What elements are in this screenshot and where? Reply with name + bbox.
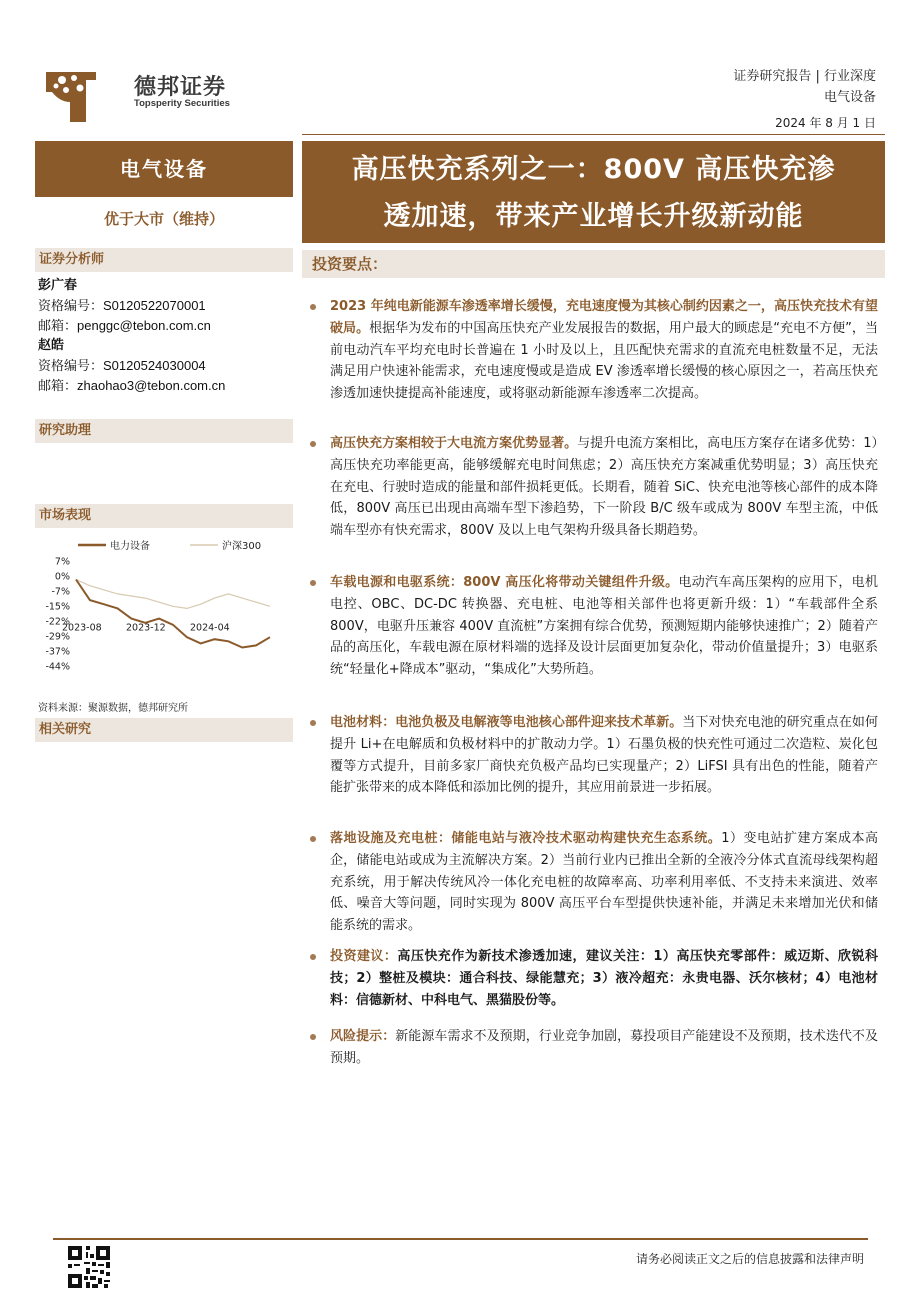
analyst-email[interactable]: 邮箱：zhaohao3@tebon.com.cn — [38, 378, 226, 393]
bullet-4 — [310, 712, 878, 799]
bullet-dot-icon — [310, 954, 316, 960]
analyst-name: 赵皓 — [38, 338, 65, 353]
market-performance-chart — [38, 536, 293, 686]
bullet-7 — [310, 1026, 878, 1070]
bullet-highlight: 风险提示： — [330, 1029, 396, 1044]
bullet-dot-icon — [310, 304, 316, 310]
analyst-section-head: 证券分析师 — [35, 248, 293, 272]
legend-label-power: 电力设备 — [110, 541, 150, 552]
analyst-cert: 资格编号：S0120522070001 — [38, 298, 206, 313]
bullet-text: 新能源车需求不及预期，行业竞争加剧，募投项目产能建设不及预期，技术迭代不及预期。 — [330, 1029, 878, 1066]
qr-code-icon[interactable] — [68, 1246, 110, 1288]
y-tick-label: -29% — [45, 631, 70, 643]
bullet-text: 高压快充作为新技术渗透加速，建议关注：1）高压快充零部件：威迈斯、欣锐科技；2）整桩及模块：通合科技、绿能慧充；3）液冷超充：永贵电器、沃尔核材；4）电池材料：信德新材、中科电气、黑猫股份等。 — [330, 949, 878, 1008]
analyst-1 — [38, 276, 211, 336]
footer-divider — [53, 1238, 868, 1240]
header-divider — [302, 134, 885, 135]
bullet-dot-icon — [310, 580, 316, 586]
report-type — [733, 66, 876, 108]
y-tick-label: 7% — [54, 556, 70, 568]
bullet-highlight: 投资建议： — [330, 949, 398, 964]
bullet-highlight: 2023 年纯电新能源车渗透率增长缓慢，充电速度慢为其核心制约因素之一，高压快充技术有望破局。 — [330, 299, 878, 336]
sector-label: 电气设备 — [35, 141, 293, 197]
y-tick-label: -7% — [51, 586, 70, 598]
bullet-6 — [310, 946, 878, 1011]
y-tick-label: 0% — [54, 571, 70, 583]
y-tick-label: -15% — [45, 601, 70, 613]
y-tick-label: -44% — [45, 661, 70, 673]
rating-label: 优于大市（维持） — [103, 210, 224, 228]
report-sector: 电气设备 — [823, 90, 876, 105]
chart-source: 资料来源：聚源数据，德邦研究所 — [38, 703, 188, 714]
market-section-head: 市场表现 — [35, 504, 293, 528]
bullet-dot-icon — [310, 836, 316, 842]
company-logo-icon — [42, 62, 100, 124]
title-line-2: 透加速，带来产业增长升级新动能 — [383, 201, 804, 232]
bullet-highlight: 落地设施及充电桩：储能电站与液冷技术驱动构建快充生态系统。 — [330, 831, 722, 846]
footer-disclaimer: 请务必阅读正文之后的信息披露和法律声明 — [635, 1252, 864, 1266]
bullet-3 — [310, 572, 878, 681]
title-line-1: 高压快充系列之一：800V 高压快充渗 — [351, 154, 836, 185]
bullet-text: 当下对快充电池的研究重点在如何提升 Li+在电解质和负极材料中的扩散动力学。1）石墨负极的快充性可通过二次造粒、炭化包覆等方式提升，目前多家厂商快充负极产品均已实现量产；2）LiFSI 具有出色的性能，随着产能扩张带来的成本降低和添加比例的提升，其应用前景进一步拓展。 — [330, 715, 878, 796]
bullet-2 — [310, 433, 878, 542]
bullet-dot-icon — [310, 441, 316, 447]
bullet-highlight: 电池材料：电池负极及电解液等电池核心部件迎来技术革新。 — [330, 715, 683, 730]
x-tick-label: 2023-08 — [62, 622, 102, 634]
analyst-name: 彭广春 — [38, 278, 78, 293]
report-date: 2024 年 8 月 1 日 — [775, 116, 876, 130]
analyst-2 — [38, 336, 225, 396]
bullet-highlight: 高压快充方案相较于大电流方案优势显著。 — [330, 436, 578, 451]
assistant-section-head: 研究助理 — [35, 419, 293, 443]
related-section-head: 相关研究 — [35, 718, 293, 742]
bullet-text: 电动汽车高压架构的应用下，电机电控、OBC、DC-DC 转换器、充电桩、电池等相关部件也将更新升级：1）“车载部件全系 800V，电驱升压兼容 400V 直流桩”方案拥有综合优势，预测短期内能够快速推广；2）随着产品的高压化，车载电源在原材料端的选择及设计层面更加复杂化，带动价值量提升；3）电驱系统“轻量化+降成本”驱动，“集成化”大势所趋。 — [330, 575, 878, 678]
analyst-cert: 资格编号：S0120524030004 — [38, 358, 206, 373]
report-type-label: 证券研究报告 | 行业深度 — [733, 69, 876, 84]
company-name-en: Topsperity Securities — [134, 98, 230, 109]
bullet-dot-icon — [310, 1034, 316, 1040]
x-tick-label: 2024-04 — [190, 622, 230, 634]
legend-label-hs300: 沪深300 — [222, 541, 262, 552]
bullet-text: 根据华为发布的中国高压快充产业发展报告的数据，用户最大的顾虑是“充电不方便”，当前电动汽车平均充电时长普遍在 1 小时及以上，且匹配快充需求的直流充电桩数量不足，无法满足用户快速补能需求，充电速度慢或是造成 EV 渗透率增长缓慢的核心原因之一，若高压快充渗透加速快捷提高补能速度，或将驱动新能源车渗透率二次提高。 — [330, 320, 878, 402]
x-tick-label: 2023-12 — [126, 622, 166, 634]
bullet-5 — [310, 828, 878, 937]
investment-head: 投资要点： — [302, 250, 885, 278]
y-tick-label: -22% — [45, 616, 70, 628]
bullet-1 — [310, 296, 878, 405]
analyst-email[interactable]: 邮箱：penggc@tebon.com.cn — [38, 318, 211, 333]
bullet-dot-icon — [310, 720, 316, 726]
report-title — [302, 141, 885, 243]
bullet-text: 1）变电站扩建方案成本高企，储能电站或成为主流解决方案。2）当前行业内已推出全新的全液冷分体式直流母线架构超充系统，用于解决传统风冷一体化充电桩的故障率高、功率利用率低、不支持未来演进、效率低、噪音大等问题，同时实现为 800V 高压平台车型提供快速补能，并满足未来增加光伏和储能系统的需求。 — [330, 831, 878, 934]
company-name-cn: 德邦证券 — [134, 75, 227, 100]
y-tick-label: -37% — [45, 646, 70, 658]
bullet-highlight: 车载电源和电驱系统：800V 高压化将带动关键组件升级。 — [330, 575, 679, 590]
bullet-text: 与提升电流方案相比，高电压方案存在诸多优势：1）高压快充功率能更高，能够缓解充电时间焦虑；2）高压快充方案减重优势明显；3）高压快充在充电、行驶时造成的能量和部件损耗更低。长期看，随着 SiC、快充电池等核心部件的成本降低，800V 高压已出现由高端车型下渗趋势，下一阶段 B/C 级车或成为 800V 车型主流，中低端车型亦有快充需求，800V 及以上电气架构升级具备长期趋势。 — [330, 436, 878, 539]
